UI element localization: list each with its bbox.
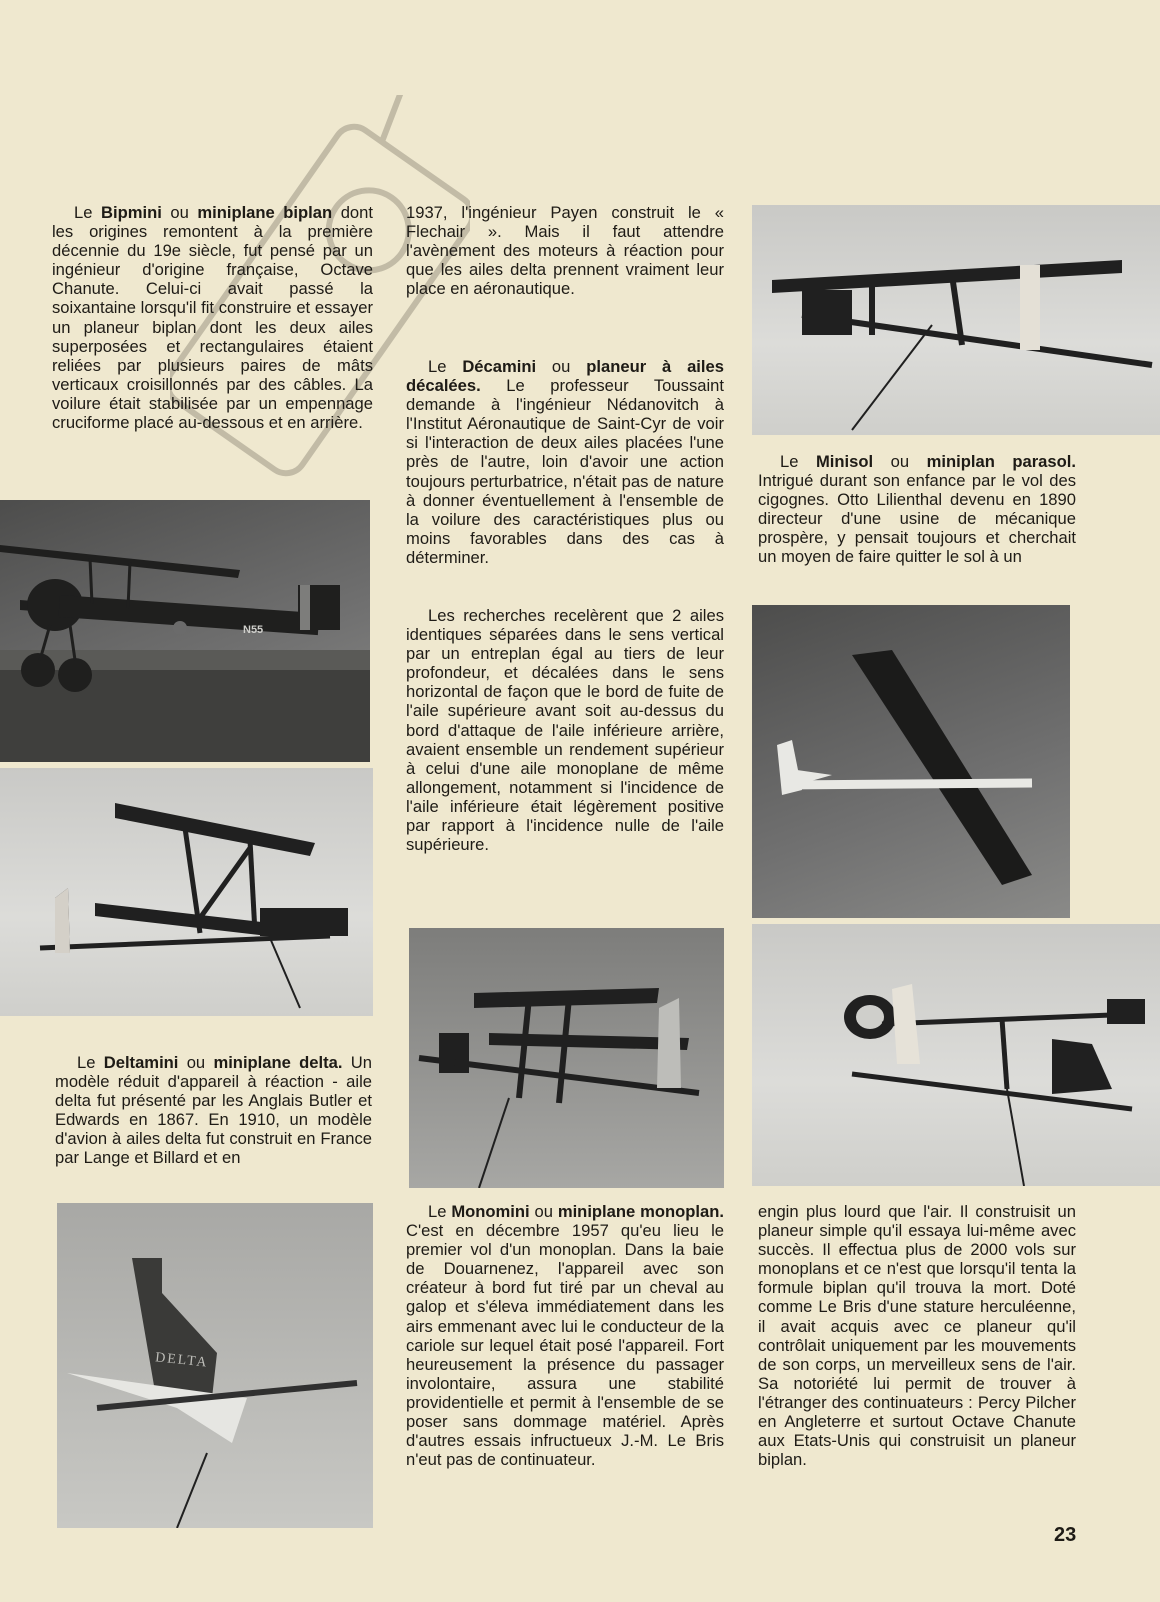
decamini-research-paragraph: Les recherches recelèrent que 2 ailes identiques séparées dans le sens vertical par un entreplan égal au tiers de leur profondeur, et décalées dans le sens horizontal de façon que le bord de fuite de l'aile supérieure avant soit au-dessus du bord d'attaque de l'aile inférieure arrière, avaient ensemble un rendement supérieur à celui d'une aile monoplane de même allongement, notamment si l'incidence de l'aile inférieure était légèrement positive par rapport à l'incidence nulle de l'aile supérieure. bbox=[406, 606, 724, 855]
bipmini-name: Bipmini bbox=[100, 203, 162, 222]
glider-flight-photo bbox=[752, 605, 1070, 918]
decamini-subtitle: planeur à ailes décalées. bbox=[406, 357, 724, 396]
monomini-paragraph: Le Monomini ou miniplane monoplan. C'est en décembre 1957 qu'eu lieu le premier vol d'un monoplan. Dans la baie de Douarnenez, l'appareil avec son créateur à bord fut tiré par un cheval au galop et s'éleva immédiatement dans les airs emmenant avec lui le conducteur de la cariole sur lequel était posé l'appareil. Fort heureusement la présence du passager involontaire, assura une stabilité providentielle et permit à l'ensemble de se poser sans dommage matériel. Après d'autres essais infructueux J.-M. Le Bris n'eut pas de continuateur. bbox=[406, 1202, 724, 1470]
parasol-model-photo bbox=[752, 205, 1160, 435]
decamini-name: Décamini bbox=[462, 357, 537, 376]
bipmini-subtitle: miniplane biplan bbox=[197, 203, 333, 222]
deltamini-name: Deltamini bbox=[103, 1053, 179, 1072]
delta-fin-label: DELTA bbox=[154, 1350, 210, 1371]
col3-continuation-paragraph: engin plus lourd que l'air. Il construisit un planeur simple qu'il essaya lui-même avec succès. Il effectua plus de 2000 vols sur monoplans et ce n'est que lorsqu'il tenta la formule biplan qu'il trouva la mort. Doté comme Le Bris d'une stature herculéenne, il avait acquis avec ce planeur qu'il contrôlait uniquement par les mouvements de son corps, un merveilleux sens de l'air. Sa notoriété lui permit de trouver à l'étranger des continuateurs : Percy Pilcher en Angleterre et surtout Octave Chanute aux Etats-Unis qui construisit un planeur biplan. bbox=[758, 1202, 1076, 1470]
minisol-paragraph: Le Minisol ou miniplan parasol. Intrigué durant son enfance par le vol des cigognes. Otto Lilienthal devenu en 1890 directeur d'une usine de mécanique prospère, y pensait toujours et cherchait un moyen de faire quitter le sol à un bbox=[758, 452, 1076, 567]
deltamini-paragraph: Le Deltamini ou miniplane delta. Un modèle réduit d'appareil à réaction - aile delta fut présenté par les Anglais Butler et Edwards en 1867. En 1910, un modèle d'avion à ailes delta fut construit en France par Lange et Billard et en bbox=[55, 1053, 372, 1168]
page-number: 23 bbox=[1054, 1524, 1077, 1546]
biplane-registration: N55 bbox=[243, 624, 264, 636]
monomini-name: Monomini bbox=[451, 1202, 530, 1221]
high-wing-model-photo bbox=[752, 924, 1160, 1186]
delta-model-photo bbox=[57, 1203, 373, 1528]
deltamini-subtitle: miniplane delta. bbox=[213, 1053, 343, 1072]
minisol-subtitle: miniplan parasol. bbox=[926, 452, 1076, 471]
tandem-wing-model-photo bbox=[409, 928, 724, 1188]
minisol-name: Minisol bbox=[815, 452, 874, 471]
col2-intro-paragraph: 1937, l'ingénieur Payen construit le « Flechair ». Mais il faut attendre l'avènement des moteurs à réaction pour que les ailes delta prennent vraiment leur place en aéronautique. bbox=[406, 203, 724, 299]
bipmini-paragraph: Le Bipmini ou miniplane biplan dont les origines remontent à la première décennie du 19e siècle, fut pensé par un ingénieur d'origine française, Octave Chanute. Celui-ci avait passé la soixantaine lorsqu'il fit construire et essayer un planeur biplan dont les deux ailes superposées et rectangulaires étaient reliées par plusieurs paires de mâts verticaux croisillonnés par des câbles. La voilure était stabilisée par un empennage cruciforme placé au-dessous et en arrière. bbox=[52, 203, 373, 433]
biplane-photo bbox=[0, 500, 370, 762]
biplane-model-photo bbox=[0, 768, 373, 1016]
monomini-subtitle: miniplane monoplan. bbox=[557, 1202, 724, 1221]
decamini-paragraph: Le Décamini ou planeur à ailes décalées. Le professeur Toussaint demande à l'ingénieur Nédanovitch à l'Institut Aéronautique de Saint-Cyr de voir si l'interaction de deux ailes placées l'une près de l'autre, loin d'avoir une action toujours perturbatrice, n'était pas de nature à donner éventuellement à l'ensemble de la voilure des caractéristiques plus ou moins favorables dans des cas à déterminer. bbox=[406, 357, 724, 567]
